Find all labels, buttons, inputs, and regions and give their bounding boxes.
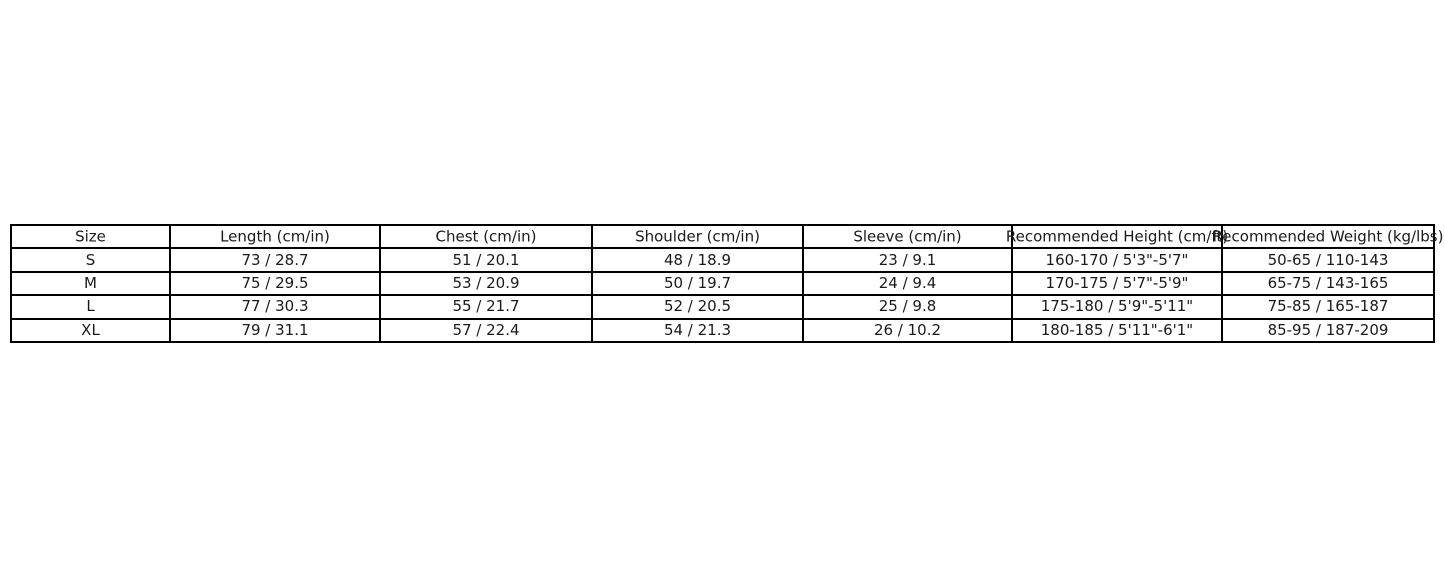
cell-value: 57 / 22.4 [452, 320, 520, 339]
header-cell-sleeve [803, 225, 1012, 248]
length-cell [170, 295, 380, 318]
table-row-size-l [11, 295, 1434, 318]
shoulder-cell [592, 295, 803, 318]
shoulder-cell [592, 272, 803, 295]
cell-value: 51 / 20.1 [452, 250, 520, 269]
height-cell [1012, 248, 1222, 271]
cell-value: 175-180 / 5'9"-5'11" [1040, 297, 1194, 316]
size-chart-table [10, 224, 1444, 343]
cell-value: 180-185 / 5'11"-6'1" [1040, 320, 1194, 339]
height-cell [1012, 319, 1222, 342]
cell-value: 79 / 31.1 [241, 320, 309, 339]
header-cell-recommended-weight [1212, 225, 1444, 248]
size-cell [11, 319, 170, 342]
chest-cell [380, 295, 592, 318]
cell-value: 23 / 9.1 [878, 250, 937, 269]
sleeve-cell [803, 295, 1012, 318]
cell-value: 73 / 28.7 [241, 250, 309, 269]
size-cell [11, 272, 170, 295]
cell-value: S [85, 250, 96, 269]
header-row [11, 225, 1434, 248]
shoulder-cell [592, 319, 803, 342]
length-cell [170, 248, 380, 271]
cell-value: M [84, 273, 97, 292]
column-header-label: Length (cm/in) [220, 227, 330, 246]
header-cell-recommended-height [1005, 225, 1229, 248]
column-header-label: Recommended Weight (kg/lbs) [1212, 227, 1444, 246]
cell-value: 54 / 21.3 [663, 320, 732, 339]
cell-value: 160-170 / 5'3"-5'7" [1045, 250, 1189, 269]
cell-value: 48 / 18.9 [663, 250, 732, 269]
cell-value: 52 / 20.5 [663, 297, 732, 316]
column-header-label: Recommended Height (cm/ft) [1005, 227, 1229, 246]
chest-cell [380, 248, 592, 271]
sleeve-cell [803, 248, 1012, 271]
header-cell-size [11, 225, 170, 248]
column-header-label: Size [75, 227, 106, 246]
cell-value: 50 / 19.7 [663, 273, 732, 292]
length-cell [170, 272, 380, 295]
cell-value: 50-65 / 110-143 [1267, 250, 1389, 269]
table-row-size-s [11, 248, 1434, 271]
header-cell-shoulder [592, 225, 803, 248]
size-cell [11, 295, 170, 318]
chest-cell [380, 319, 592, 342]
header-cell-chest [380, 225, 592, 248]
height-cell [1012, 272, 1222, 295]
cell-value: 65-75 / 143-165 [1267, 273, 1389, 292]
cell-value: 53 / 20.9 [452, 273, 520, 292]
table-row-size-m [11, 272, 1434, 295]
header-cell-length [170, 225, 380, 248]
length-cell [170, 319, 380, 342]
weight-cell [1222, 319, 1434, 342]
height-cell [1012, 295, 1222, 318]
cell-value: 24 / 9.4 [878, 273, 937, 292]
cell-value: 25 / 9.8 [878, 297, 937, 316]
cell-value: 55 / 21.7 [452, 297, 520, 316]
cell-value: L [86, 297, 95, 316]
cell-value: 75-85 / 165-187 [1267, 297, 1389, 316]
column-header-label: Sleeve (cm/in) [853, 227, 962, 246]
cell-value: 26 / 10.2 [873, 320, 942, 339]
sleeve-cell [803, 272, 1012, 295]
cell-value: 77 / 30.3 [241, 297, 309, 316]
cell-value: 85-95 / 187-209 [1267, 320, 1389, 339]
table-row-size-xl [11, 319, 1434, 342]
cell-value: 170-175 / 5'7"-5'9" [1045, 273, 1189, 292]
weight-cell [1222, 295, 1434, 318]
column-header-label: Chest (cm/in) [435, 227, 537, 246]
column-header-label: Shoulder (cm/in) [635, 227, 760, 246]
shoulder-cell [592, 248, 803, 271]
chest-cell [380, 272, 592, 295]
cell-value: XL [81, 320, 100, 339]
weight-cell [1222, 248, 1434, 271]
weight-cell [1222, 272, 1434, 295]
sleeve-cell [803, 319, 1012, 342]
cell-value: 75 / 29.5 [241, 273, 309, 292]
size-cell [11, 248, 170, 271]
